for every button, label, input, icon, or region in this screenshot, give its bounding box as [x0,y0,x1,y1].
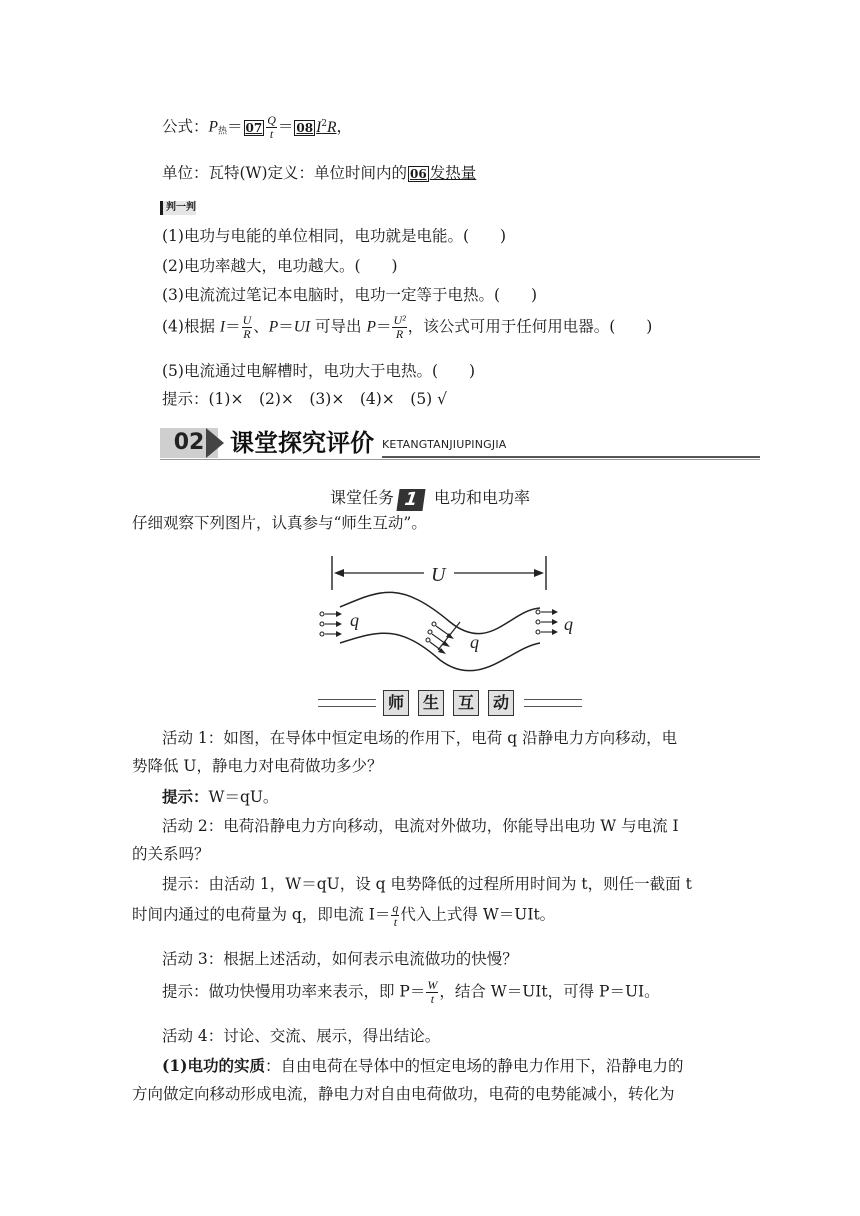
u-label: U [431,564,446,586]
banner-title: 课堂探究评价 [230,429,374,457]
formula-p: P [208,118,218,136]
a3-fn: W [427,978,438,992]
j4-f2n: U² [393,313,406,327]
j4-ui: UI [293,318,311,336]
conclusion-1-line-1 [162,1058,683,1075]
formula-p-sub: 热 [217,126,227,137]
activity-3-hint [162,979,660,1006]
interaction-header [0,690,860,720]
a2-post: 代入上式得 W＝UIt。 [400,905,556,924]
task-heading [0,485,860,511]
a3-fd: t [430,992,435,1007]
u-arrowhead-left [334,569,344,577]
formula-eq2: ＝ [277,117,294,136]
j4-f1d: R [243,327,251,342]
banner-rule [382,456,760,458]
judge-item-1: (1)电功与电能的单位相同，电功就是电能。( ) [162,227,507,245]
conclusion-1-line-2: 方向做定向移动形成电流，静电力对自由电荷做功，电荷的电势能减小，转化为 [132,1085,675,1103]
j4-eq: ＝ [225,317,241,336]
charges-right [536,610,554,634]
activity-4: 活动 4：讨论、交流、展示，得出结论。 [162,1027,441,1045]
formula-label: 公式： [162,117,209,136]
q-label-right: q [564,614,573,634]
activity-1-hint [162,789,278,806]
judge-item-5: (5)电流通过电解槽时，电功大于电热。( ) [162,362,476,380]
j4-mid: 、 [253,317,269,336]
frac-num: Q [267,113,276,127]
activity-2-hint-line-2 [132,902,555,929]
a3-pre: 提示：做功快慢用功率来表示，即 P＝ [162,982,426,1001]
judge-item-4 [162,314,652,341]
charges-right-heads [552,609,558,635]
formula-i: I [316,118,322,136]
activity-2-line-2: 的关系吗？ [132,845,210,863]
activity-1-line-1: 活动 1：如图，在导体中恒定电场的作用下，电荷 q 沿静电力方向移动，电 [162,729,678,747]
frac-den: t [269,127,274,142]
j4-f1n: U [242,313,252,327]
intro-text: 仔细观察下列图片，认真参与“师生互动”。 [132,514,427,532]
a2-pre: 时间内通过的电荷量为 q，即电流 I＝ [132,905,391,924]
a2-fd: t [393,915,398,930]
header-char-1: 师 [383,690,409,716]
activity-1-line-2: 势降低 U，静电力对电荷做功多少？ [132,757,383,775]
conductor-top-edge [340,592,540,633]
unit-label: 单位：瓦特(W)定义：单位时间内的 [162,164,408,182]
formula-eq: ＝ [227,117,243,136]
blank-07: 07 [245,120,263,135]
a3-post: ，结合 W＝UIt，可得 P＝UI。 [439,982,660,1001]
q-label-left: q [350,610,359,630]
conclusion-1-label: (1)电功的实质 [162,1056,265,1075]
blank-06: 06 [410,167,427,181]
j4-f2d: R [395,327,404,342]
judge-answer: 提示：(1)× (2)× (3)× (4)× (5) √ [162,390,448,408]
unit-tail: 发热量 [429,164,477,182]
judge-tag-text: 判一判 [166,202,196,213]
judge-item-2: (2)电功率越大，电功越大。( ) [162,257,398,275]
blank-08: 08 [296,120,314,135]
task-prefix: 课堂任务 [329,488,394,507]
header-rule-right [524,699,582,707]
unit-line [162,166,476,182]
header-char-2: 生 [418,690,444,716]
banner-pinyin: KETANGTANJIUPINGJIA [382,438,507,451]
charges-left [320,612,338,636]
charges-middle-heads [438,633,454,654]
formula-r: R [327,118,337,136]
conclusion-1-text: ：自由电荷在导体中的恒定电场的静电力作用下，沿静电力的 [264,1057,684,1075]
j4-p: P [268,318,279,336]
j4-p2: P [366,318,376,336]
section-banner [160,426,760,460]
activity-2-line-1: 活动 2：电荷沿静电力方向移动，电流对外做功，你能导出电功 W 与电流 I [162,817,679,835]
j4-pre: (4)根据 [162,317,220,336]
banner-rule-thin [160,459,760,460]
header-char-4: 动 [488,690,514,716]
formula-sup: 2 [321,118,328,129]
header-char-3: 互 [453,690,479,716]
task-number: 1 [396,489,425,511]
charges-left-heads [336,611,342,637]
hint-text: W＝qU。 [208,788,279,806]
header-rule-left [318,699,376,707]
j4-eq2: ＝ [278,317,294,336]
j4-derive: 可导出 [310,317,367,336]
a2-fn: q [392,901,399,915]
j4-post: ，该公式可用于任何用电器。( ) [407,317,653,336]
formula-line [162,114,352,141]
judge-item-3: (3)电流流过笔记本电脑时，电功一定等于电热。( ) [162,286,538,304]
j4-eq3: ＝ [375,317,392,336]
u-arrowhead-right [534,569,544,577]
task-title: 电功和电功率 [434,488,531,507]
q-label-middle: q [470,632,479,652]
formula-comma: ， [336,117,352,136]
hint-label: 提示： [162,787,209,806]
conductor-figure [300,550,600,680]
banner-number: 02 [160,428,218,458]
j4-i: I [219,318,226,336]
judge-tag [160,201,196,215]
activity-3: 活动 3：根据上述活动，如何表示电流做功的快慢？ [162,950,518,968]
activity-2-hint-line-1: 提示：由活动 1，W＝qU，设 q 电势降低的过程所用时间为 t，则任一截面 t [162,875,692,893]
